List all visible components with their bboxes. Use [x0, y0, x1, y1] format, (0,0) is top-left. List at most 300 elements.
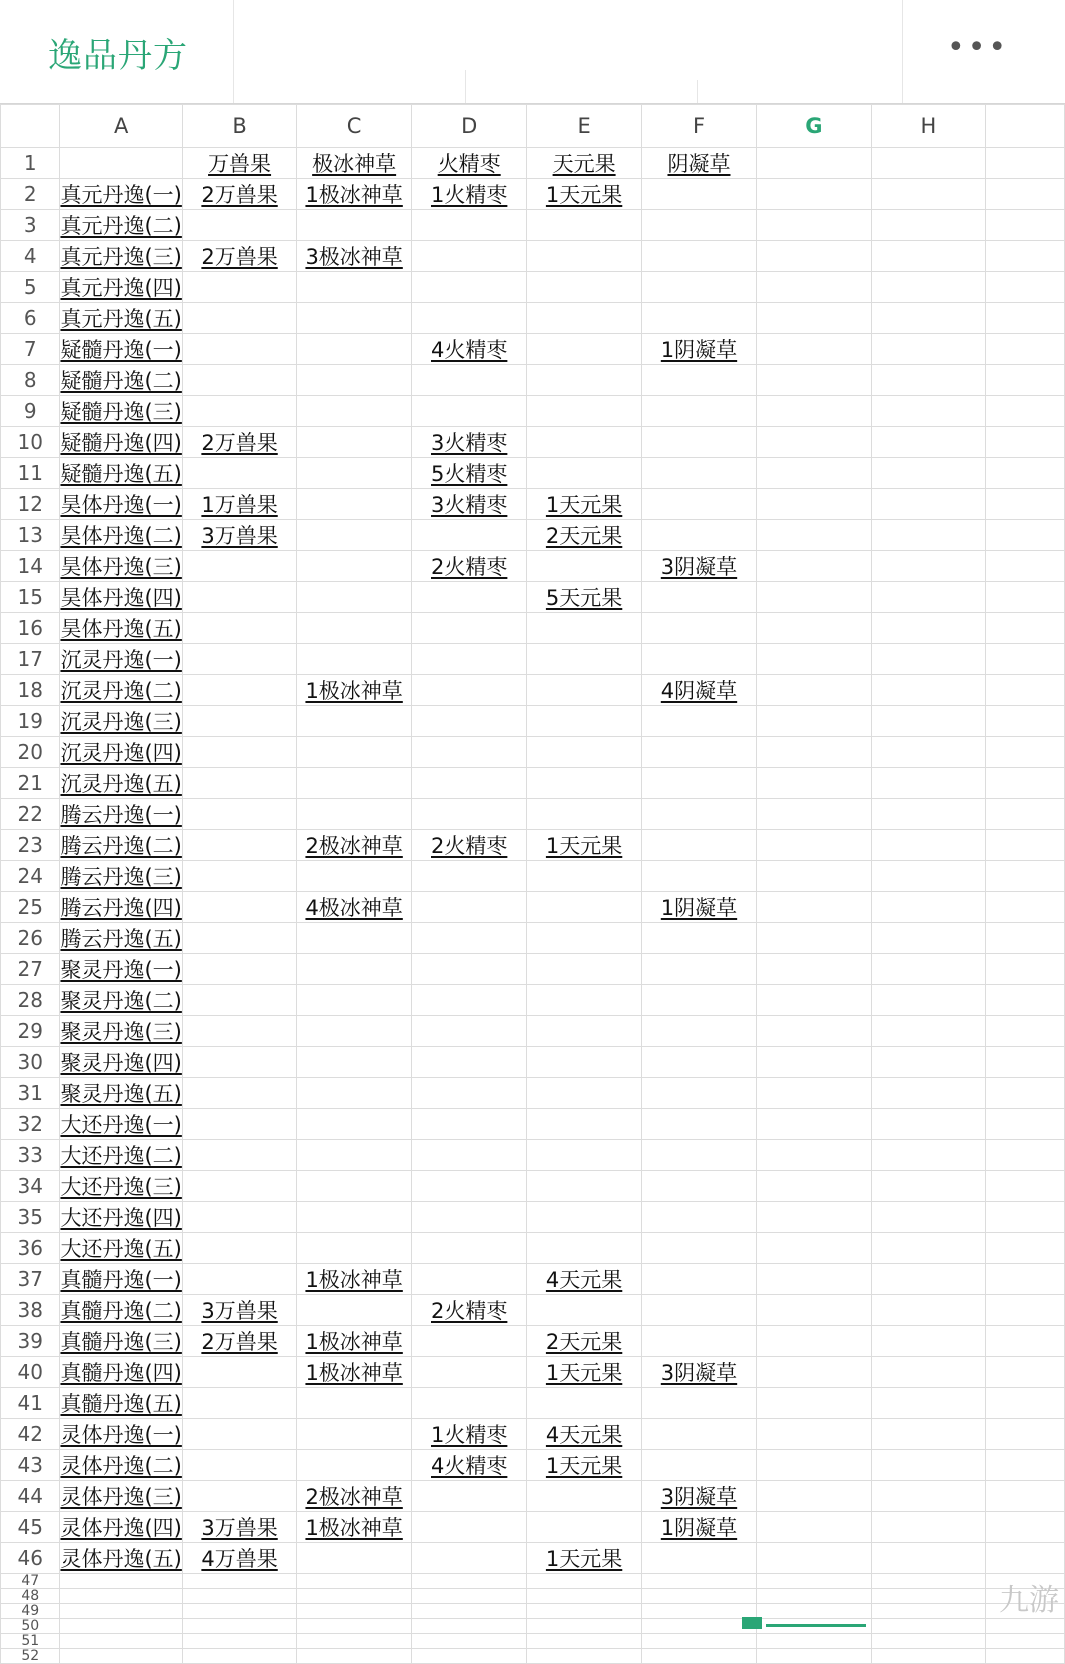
cell-empty[interactable] — [757, 1419, 871, 1450]
cell-empty[interactable] — [641, 1604, 756, 1619]
cell-d[interactable] — [412, 1016, 527, 1047]
cell-f[interactable] — [641, 1109, 756, 1140]
cell-empty[interactable] — [757, 1016, 871, 1047]
cell-d[interactable] — [412, 706, 527, 737]
cell-empty[interactable] — [757, 179, 871, 210]
cell-b[interactable] — [182, 923, 296, 954]
cell-empty[interactable] — [757, 520, 871, 551]
cell-d[interactable] — [412, 1140, 527, 1171]
cell-empty[interactable] — [986, 830, 1065, 861]
cell-empty[interactable] — [871, 675, 985, 706]
cell-empty[interactable] — [871, 1589, 985, 1604]
cell-empty[interactable] — [871, 210, 985, 241]
cell-empty[interactable] — [986, 644, 1065, 675]
cell-e[interactable] — [527, 334, 641, 365]
cell-empty[interactable] — [527, 1574, 641, 1589]
cell-a[interactable] — [60, 1233, 182, 1264]
row-number[interactable]: 34 — [1, 1171, 60, 1202]
cell-empty[interactable] — [986, 1450, 1065, 1481]
cell-empty[interactable] — [60, 1649, 182, 1664]
cell-empty[interactable] — [182, 1649, 296, 1664]
cell-d[interactable] — [412, 1233, 527, 1264]
cell-empty[interactable] — [757, 768, 871, 799]
cell-empty[interactable] — [986, 1326, 1065, 1357]
row-number[interactable]: 7 — [1, 334, 60, 365]
cell-d[interactable] — [412, 861, 527, 892]
cell-empty[interactable] — [871, 1109, 985, 1140]
cell-f[interactable] — [641, 1326, 756, 1357]
row-number[interactable]: 6 — [1, 303, 60, 334]
cell-empty[interactable] — [871, 303, 985, 334]
cell-empty[interactable] — [757, 861, 871, 892]
cell-b[interactable] — [182, 148, 296, 179]
cell-a[interactable] — [60, 861, 182, 892]
cell-c[interactable] — [297, 1512, 412, 1543]
cell-empty[interactable] — [182, 1604, 296, 1619]
row-number[interactable]: 50 — [1, 1619, 60, 1634]
cell-b[interactable] — [182, 241, 296, 272]
cell-empty[interactable] — [871, 1326, 985, 1357]
cell-empty[interactable] — [871, 985, 985, 1016]
cell-empty[interactable] — [757, 799, 871, 830]
cell-c[interactable] — [297, 768, 412, 799]
cell-empty[interactable] — [986, 1619, 1065, 1634]
cell-f[interactable] — [641, 675, 756, 706]
cell-f[interactable] — [641, 241, 756, 272]
cell-empty[interactable] — [757, 1512, 871, 1543]
cell-d[interactable] — [412, 1202, 527, 1233]
cell-e[interactable] — [527, 582, 641, 613]
cell-d[interactable] — [412, 148, 527, 179]
cell-empty[interactable] — [986, 396, 1065, 427]
cell-e[interactable] — [527, 954, 641, 985]
cell-empty[interactable] — [757, 644, 871, 675]
cell-empty[interactable] — [527, 1634, 641, 1649]
cell-empty[interactable] — [986, 148, 1065, 179]
cell-a[interactable] — [60, 1016, 182, 1047]
cell-e[interactable] — [527, 1512, 641, 1543]
cell-d[interactable] — [412, 396, 527, 427]
cell-empty[interactable] — [757, 1604, 871, 1619]
row-number[interactable]: 1 — [1, 148, 60, 179]
cell-b[interactable] — [182, 1109, 296, 1140]
cell-d[interactable] — [412, 520, 527, 551]
cell-empty[interactable] — [986, 892, 1065, 923]
cell-e[interactable] — [527, 210, 641, 241]
cell-empty[interactable] — [871, 582, 985, 613]
row-number[interactable]: 17 — [1, 644, 60, 675]
cell-e[interactable] — [527, 985, 641, 1016]
cell-empty[interactable] — [297, 1604, 412, 1619]
cell-empty[interactable] — [986, 334, 1065, 365]
cell-empty[interactable] — [757, 1202, 871, 1233]
cell-empty[interactable] — [871, 706, 985, 737]
cell-f[interactable] — [641, 1233, 756, 1264]
cell-b[interactable] — [182, 1264, 296, 1295]
cell-f[interactable] — [641, 210, 756, 241]
cell-e[interactable] — [527, 861, 641, 892]
cell-e[interactable] — [527, 1171, 641, 1202]
cell-empty[interactable] — [871, 1481, 985, 1512]
cell-empty[interactable] — [986, 737, 1065, 768]
row-number[interactable]: 5 — [1, 272, 60, 303]
cell-empty[interactable] — [986, 1649, 1065, 1664]
cell-empty[interactable] — [60, 1589, 182, 1604]
cell-empty[interactable] — [871, 1619, 985, 1634]
cell-empty[interactable] — [871, 799, 985, 830]
cell-empty[interactable] — [871, 892, 985, 923]
column-header-d[interactable]: D — [412, 105, 527, 148]
cell-d[interactable] — [412, 334, 527, 365]
cell-empty[interactable] — [986, 1109, 1065, 1140]
cell-empty[interactable] — [986, 1202, 1065, 1233]
cell-c[interactable] — [297, 1233, 412, 1264]
cell-empty[interactable] — [182, 1619, 296, 1634]
cell-c[interactable] — [297, 1078, 412, 1109]
cell-d[interactable] — [412, 923, 527, 954]
cell-empty[interactable] — [986, 1543, 1065, 1574]
row-number[interactable]: 31 — [1, 1078, 60, 1109]
cell-e[interactable] — [527, 1047, 641, 1078]
cell-empty[interactable] — [871, 1140, 985, 1171]
cell-empty[interactable] — [757, 458, 871, 489]
row-number[interactable]: 13 — [1, 520, 60, 551]
cell-empty[interactable] — [412, 1634, 527, 1649]
cell-d[interactable] — [412, 365, 527, 396]
cell-e[interactable] — [527, 148, 641, 179]
cell-b[interactable] — [182, 334, 296, 365]
cell-c[interactable] — [297, 1419, 412, 1450]
cell-b[interactable] — [182, 799, 296, 830]
cell-e[interactable] — [527, 241, 641, 272]
cell-empty[interactable] — [986, 520, 1065, 551]
cell-f[interactable] — [641, 365, 756, 396]
cell-b[interactable] — [182, 551, 296, 582]
cell-empty[interactable] — [182, 1589, 296, 1604]
cell-a[interactable] — [60, 396, 182, 427]
cell-d[interactable] — [412, 272, 527, 303]
cell-b[interactable] — [182, 644, 296, 675]
cell-a[interactable] — [60, 830, 182, 861]
row-number[interactable]: 25 — [1, 892, 60, 923]
cell-d[interactable] — [412, 1264, 527, 1295]
cell-empty[interactable] — [757, 303, 871, 334]
cell-a[interactable] — [60, 768, 182, 799]
cell-c[interactable] — [297, 923, 412, 954]
cell-empty[interactable] — [871, 241, 985, 272]
cell-a[interactable] — [60, 334, 182, 365]
cell-e[interactable] — [527, 1233, 641, 1264]
cell-a[interactable] — [60, 644, 182, 675]
cell-f[interactable] — [641, 551, 756, 582]
cell-b[interactable] — [182, 1419, 296, 1450]
cell-empty[interactable] — [871, 1604, 985, 1619]
cell-b[interactable] — [182, 861, 296, 892]
cell-b[interactable] — [182, 675, 296, 706]
cell-a[interactable] — [60, 954, 182, 985]
row-number[interactable]: 46 — [1, 1543, 60, 1574]
cell-d[interactable] — [412, 179, 527, 210]
cell-empty[interactable] — [527, 1619, 641, 1634]
cell-f[interactable] — [641, 520, 756, 551]
cell-b[interactable] — [182, 303, 296, 334]
row-number[interactable]: 35 — [1, 1202, 60, 1233]
cell-a[interactable] — [60, 1450, 182, 1481]
cell-a[interactable] — [60, 892, 182, 923]
cell-f[interactable] — [641, 334, 756, 365]
cell-empty[interactable] — [757, 1634, 871, 1649]
cell-empty[interactable] — [871, 1450, 985, 1481]
cell-empty[interactable] — [986, 210, 1065, 241]
cell-empty[interactable] — [412, 1574, 527, 1589]
cell-a[interactable] — [60, 458, 182, 489]
cell-empty[interactable] — [757, 675, 871, 706]
cell-d[interactable] — [412, 768, 527, 799]
cell-c[interactable] — [297, 985, 412, 1016]
cell-empty[interactable] — [986, 272, 1065, 303]
cell-a[interactable] — [60, 489, 182, 520]
column-header-f[interactable]: F — [641, 105, 756, 148]
cell-e[interactable] — [527, 675, 641, 706]
cell-c[interactable] — [297, 148, 412, 179]
cell-empty[interactable] — [871, 644, 985, 675]
row-number[interactable]: 44 — [1, 1481, 60, 1512]
cell-empty[interactable] — [757, 427, 871, 458]
cell-a[interactable] — [60, 1357, 182, 1388]
cell-empty[interactable] — [757, 923, 871, 954]
cell-e[interactable] — [527, 644, 641, 675]
cell-d[interactable] — [412, 458, 527, 489]
cell-empty[interactable] — [757, 1233, 871, 1264]
cell-b[interactable] — [182, 1295, 296, 1326]
cell-empty[interactable] — [297, 1634, 412, 1649]
cell-e[interactable] — [527, 923, 641, 954]
cell-empty[interactable] — [871, 272, 985, 303]
cell-c[interactable] — [297, 489, 412, 520]
cell-e[interactable] — [527, 458, 641, 489]
cell-empty[interactable] — [757, 148, 871, 179]
cell-e[interactable] — [527, 520, 641, 551]
more-options-button[interactable]: ••• — [947, 30, 1010, 65]
cell-empty[interactable] — [871, 1171, 985, 1202]
cell-b[interactable] — [182, 954, 296, 985]
cell-empty[interactable] — [641, 1619, 756, 1634]
cell-e[interactable] — [527, 551, 641, 582]
cell-e[interactable] — [527, 1016, 641, 1047]
row-number[interactable]: 52 — [1, 1649, 60, 1664]
row-number[interactable]: 15 — [1, 582, 60, 613]
cell-f[interactable] — [641, 1047, 756, 1078]
cell-empty[interactable] — [986, 551, 1065, 582]
row-number[interactable]: 3 — [1, 210, 60, 241]
cell-empty[interactable] — [986, 1481, 1065, 1512]
cell-f[interactable] — [641, 830, 756, 861]
cell-a[interactable] — [60, 1202, 182, 1233]
cell-c[interactable] — [297, 334, 412, 365]
cell-b[interactable] — [182, 1078, 296, 1109]
cell-d[interactable] — [412, 489, 527, 520]
cell-e[interactable] — [527, 1140, 641, 1171]
cell-empty[interactable] — [986, 923, 1065, 954]
cell-c[interactable] — [297, 1357, 412, 1388]
cell-c[interactable] — [297, 365, 412, 396]
cell-e[interactable] — [527, 830, 641, 861]
cell-b[interactable] — [182, 1450, 296, 1481]
cell-e[interactable] — [527, 1543, 641, 1574]
cell-empty[interactable] — [527, 1604, 641, 1619]
cell-empty[interactable] — [871, 737, 985, 768]
cell-f[interactable] — [641, 1481, 756, 1512]
row-number[interactable]: 47 — [1, 1574, 60, 1589]
row-number[interactable]: 16 — [1, 613, 60, 644]
cell-b[interactable] — [182, 613, 296, 644]
cell-a[interactable] — [60, 923, 182, 954]
cell-e[interactable] — [527, 1326, 641, 1357]
cell-f[interactable] — [641, 1295, 756, 1326]
cell-empty[interactable] — [986, 582, 1065, 613]
cell-f[interactable] — [641, 427, 756, 458]
cell-empty[interactable] — [757, 1589, 871, 1604]
cell-a[interactable] — [60, 303, 182, 334]
cell-f[interactable] — [641, 1140, 756, 1171]
cell-empty[interactable] — [871, 520, 985, 551]
cell-empty[interactable] — [757, 396, 871, 427]
cell-a[interactable] — [60, 675, 182, 706]
row-number[interactable]: 11 — [1, 458, 60, 489]
cell-f[interactable] — [641, 706, 756, 737]
row-number[interactable]: 8 — [1, 365, 60, 396]
cell-empty[interactable] — [412, 1604, 527, 1619]
cell-e[interactable] — [527, 1450, 641, 1481]
cell-d[interactable] — [412, 644, 527, 675]
cell-b[interactable] — [182, 365, 296, 396]
cell-empty[interactable] — [641, 1589, 756, 1604]
cell-f[interactable] — [641, 1264, 756, 1295]
cell-d[interactable] — [412, 1481, 527, 1512]
cell-d[interactable] — [412, 954, 527, 985]
cell-a[interactable] — [60, 1481, 182, 1512]
cell-empty[interactable] — [757, 334, 871, 365]
cell-a[interactable] — [60, 1109, 182, 1140]
cell-empty[interactable] — [871, 1078, 985, 1109]
cell-empty[interactable] — [871, 1357, 985, 1388]
cell-empty[interactable] — [986, 303, 1065, 334]
cell-empty[interactable] — [986, 1078, 1065, 1109]
row-number[interactable]: 20 — [1, 737, 60, 768]
cell-d[interactable] — [412, 737, 527, 768]
row-number[interactable]: 38 — [1, 1295, 60, 1326]
cell-b[interactable] — [182, 1357, 296, 1388]
cell-empty[interactable] — [986, 954, 1065, 985]
cell-a[interactable] — [60, 799, 182, 830]
column-header-c[interactable]: C — [297, 105, 412, 148]
cell-d[interactable] — [412, 303, 527, 334]
cell-e[interactable] — [527, 1295, 641, 1326]
cell-empty[interactable] — [986, 861, 1065, 892]
cell-e[interactable] — [527, 706, 641, 737]
row-number[interactable]: 45 — [1, 1512, 60, 1543]
cell-d[interactable] — [412, 613, 527, 644]
cell-c[interactable] — [297, 799, 412, 830]
cell-c[interactable] — [297, 1481, 412, 1512]
cell-f[interactable] — [641, 1512, 756, 1543]
cell-empty[interactable] — [986, 1634, 1065, 1649]
cell-empty[interactable] — [297, 1649, 412, 1664]
cell-e[interactable] — [527, 427, 641, 458]
cell-c[interactable] — [297, 1202, 412, 1233]
cell-d[interactable] — [412, 1326, 527, 1357]
cell-a[interactable] — [60, 551, 182, 582]
cell-d[interactable] — [412, 427, 527, 458]
row-number[interactable]: 40 — [1, 1357, 60, 1388]
cell-empty[interactable] — [871, 551, 985, 582]
cell-empty[interactable] — [757, 737, 871, 768]
cell-empty[interactable] — [986, 768, 1065, 799]
cell-empty[interactable] — [986, 1171, 1065, 1202]
cell-empty[interactable] — [757, 1140, 871, 1171]
cell-e[interactable] — [527, 1388, 641, 1419]
cell-f[interactable] — [641, 1016, 756, 1047]
cell-empty[interactable] — [871, 1016, 985, 1047]
cell-empty[interactable] — [986, 1233, 1065, 1264]
cell-empty[interactable] — [986, 1140, 1065, 1171]
cell-c[interactable] — [297, 1326, 412, 1357]
row-number[interactable]: 37 — [1, 1264, 60, 1295]
cell-b[interactable] — [182, 179, 296, 210]
cell-empty[interactable] — [871, 365, 985, 396]
cell-a[interactable] — [60, 148, 182, 179]
column-header-e[interactable]: E — [527, 105, 641, 148]
spreadsheet-grid[interactable] — [0, 103, 1065, 1664]
cell-d[interactable] — [412, 892, 527, 923]
cell-empty[interactable] — [986, 1512, 1065, 1543]
cell-b[interactable] — [182, 489, 296, 520]
cell-e[interactable] — [527, 1419, 641, 1450]
cell-e[interactable] — [527, 799, 641, 830]
cell-e[interactable] — [527, 396, 641, 427]
cell-f[interactable] — [641, 272, 756, 303]
cell-a[interactable] — [60, 1419, 182, 1450]
cell-empty[interactable] — [871, 1264, 985, 1295]
cell-c[interactable] — [297, 241, 412, 272]
cell-f[interactable] — [641, 1419, 756, 1450]
cell-a[interactable] — [60, 706, 182, 737]
cell-empty[interactable] — [986, 1016, 1065, 1047]
cell-empty[interactable] — [871, 861, 985, 892]
cell-f[interactable] — [641, 1357, 756, 1388]
cell-d[interactable] — [412, 799, 527, 830]
cell-empty[interactable] — [757, 551, 871, 582]
cell-f[interactable] — [641, 1450, 756, 1481]
cell-b[interactable] — [182, 892, 296, 923]
cell-a[interactable] — [60, 613, 182, 644]
cell-f[interactable] — [641, 644, 756, 675]
cell-empty[interactable] — [871, 1419, 985, 1450]
cell-a[interactable] — [60, 179, 182, 210]
cell-empty[interactable] — [986, 706, 1065, 737]
row-number[interactable]: 32 — [1, 1109, 60, 1140]
cell-e[interactable] — [527, 1357, 641, 1388]
cell-c[interactable] — [297, 551, 412, 582]
cell-empty[interactable] — [986, 241, 1065, 272]
cell-f[interactable] — [641, 489, 756, 520]
cell-empty[interactable] — [871, 427, 985, 458]
cell-f[interactable] — [641, 954, 756, 985]
cell-a[interactable] — [60, 582, 182, 613]
cell-empty[interactable] — [757, 892, 871, 923]
cell-f[interactable] — [641, 1202, 756, 1233]
cell-empty[interactable] — [60, 1619, 182, 1634]
